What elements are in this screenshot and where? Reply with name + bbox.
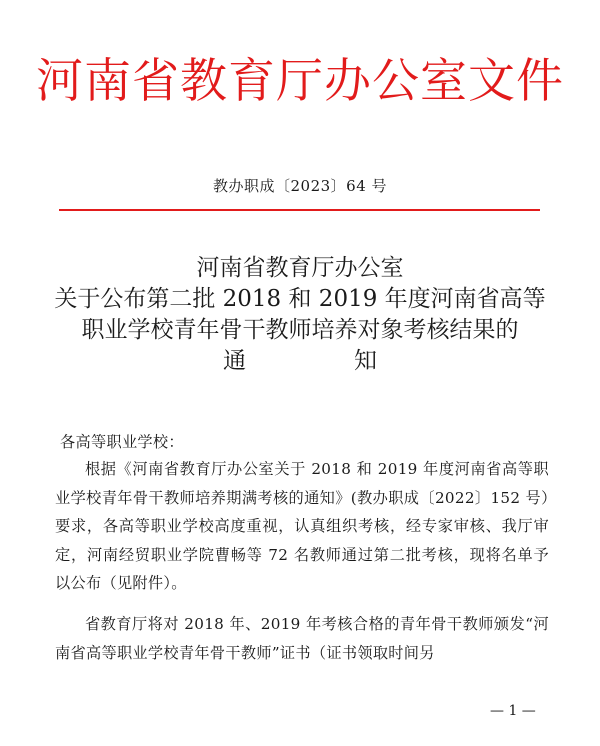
red-divider-line (59, 209, 540, 211)
salutation: 各高等职业学校： (60, 433, 184, 451)
title-line-3: 职业学校青年骨干教师培养对象考核结果的 (81, 317, 519, 343)
body-paragraph-1: 根据《河南省教育厅办公室关于 2018 和 2019 年度河南省高等职业学校青年骨干教师培养期满考核的通知》(教办职成〔2022〕152 号）要求，各高等职业学校高度重视，认真组织考核，经专家审核、我厅审定，河南经贸职业学院曹畅等 72 名教师通过第二批考核，现将名单予以公布（见附件）。 (55, 460, 549, 592)
notice-title (0, 253, 600, 377)
title-line-1: 河南省教育厅办公室 (196, 255, 404, 281)
title-line-2: 关于公布第二批 2018 和 2019 年度河南省高等 (54, 286, 546, 312)
title-line-4 (223, 346, 377, 377)
title-char-tong: 通 (223, 348, 246, 374)
title-char-zhi: 知 (354, 348, 377, 374)
page-number: — 1 — (490, 703, 536, 719)
red-masthead-title: 河南省教育厅办公室文件 (36, 54, 564, 109)
document-number: 教办职成〔2023〕64 号 (212, 177, 388, 195)
body-paragraph-2: 省教育厅将对 2018 年、2019 年考核合格的青年骨干教师颁发“河南省高等职业学校青年骨干教师”证书（证书领取时间另 (55, 615, 549, 662)
